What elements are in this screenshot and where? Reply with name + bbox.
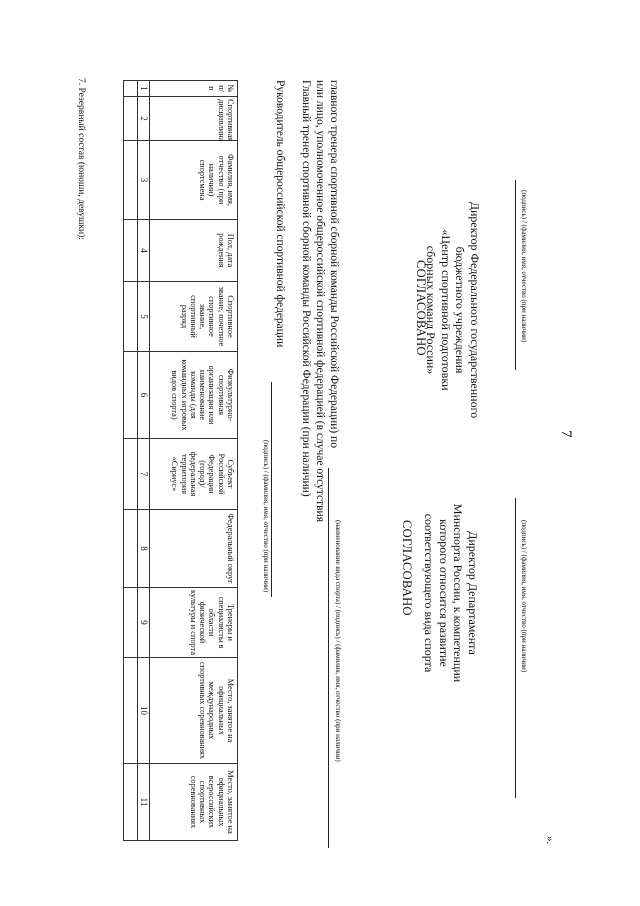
head-coach-line-2: или лицо, уполномоченное общероссийской спортивной федерацией (в случае отсутствия xyxy=(314,80,326,522)
approval-left-signature-line xyxy=(515,180,516,370)
reserve-roster-table xyxy=(123,80,238,841)
approval-right-line: Директор Департамента xyxy=(466,531,480,655)
approval-left-line: Директор Федерального государственного xyxy=(468,201,482,419)
header-cell-discipline: Спортивная дисциплина xyxy=(150,97,238,141)
column-number: 2 xyxy=(138,97,150,141)
approval-left-line: сборных команд России» xyxy=(424,245,439,375)
approval-left-signature-caption: (подпись) / (фамилия, имя, отчество (при наличии) xyxy=(520,190,528,343)
head-coach-signature-caption: (наименование вида спорта) / (подпись) / (фамилия, имя, отчество (при наличии) xyxy=(334,520,342,762)
table-caption: 7. Резервный состав (юноши, девушки): xyxy=(76,78,86,240)
column-number: 6 xyxy=(138,352,150,439)
header-cell-sport-title: Спортивное звание, почетное спортивное звание, спортивный разряд xyxy=(150,282,238,352)
approval-right-text xyxy=(422,478,480,708)
head-coach-line-3: главного тренера спортивной сборной команды Российской Федерации) по xyxy=(328,80,340,448)
head-coach-line-1: Главный тренер спортивной сборной команды Российской Федерации (при наличии) xyxy=(300,80,312,497)
empty-cell xyxy=(124,439,138,510)
empty-cell xyxy=(124,588,138,658)
column-number: 8 xyxy=(138,510,150,588)
header-cell-national-place: Место, занятое на официальных всероссийских спортивных соревнованиях xyxy=(150,764,238,841)
federation-head-signature-line xyxy=(271,382,272,597)
federation-head-signature-caption: (подпись) / (фамилия, имя, отчество (при наличии) xyxy=(262,440,270,593)
approval-right-line: Минспорта России, к компетенции xyxy=(451,503,466,683)
approval-right-title: СОГЛАСОВАНО xyxy=(400,520,414,616)
empty-cell xyxy=(124,141,138,220)
header-cell-number: № п/п xyxy=(150,81,238,97)
column-number: 7 xyxy=(138,439,150,510)
approval-right-signature-caption: (подпись) / (фамилия, имя, отчество (при наличии) xyxy=(520,520,528,673)
closing-quote-mark: ». xyxy=(544,836,556,845)
federation-head-label: Руководитель общероссийской спортивной федерации xyxy=(274,80,286,348)
header-cell-international-place: Место, занятое на официальных международных спортивных соревнованиях xyxy=(150,658,238,764)
empty-cell xyxy=(124,352,138,439)
approval-left-title: СОГЛАСОВАНО xyxy=(414,260,428,356)
header-cell-gender-birthdate: Пол, дата рождения xyxy=(150,220,238,282)
header-cell-region: Субъект Российской Федерации (город)/ федеральная территория «Сириус» xyxy=(150,439,238,510)
head-coach-signature-line xyxy=(328,468,329,848)
approval-left-line: «Центр спортивной подготовки xyxy=(439,229,453,391)
table-header-row xyxy=(150,81,238,841)
header-cell-coaches: Тренеры и специалисты в области физической культуры и спорта xyxy=(150,588,238,658)
empty-cell xyxy=(124,220,138,282)
page-number: 7 xyxy=(558,430,574,438)
empty-cell xyxy=(124,510,138,588)
approval-right-line: соответствующего вида спорта xyxy=(422,513,437,673)
header-cell-organization: Физкультурно-спортивная организация или наименование команды (для командных игровых видов спорта) xyxy=(150,352,238,439)
header-cell-athlete-name: Фамилия, имя, отчество (при наличии) спортсмена xyxy=(150,141,238,220)
empty-cell xyxy=(124,658,138,764)
approval-right-signature-line xyxy=(515,498,516,798)
column-number: 11 xyxy=(138,764,150,841)
empty-cell xyxy=(124,97,138,141)
empty-cell xyxy=(124,282,138,352)
empty-cell xyxy=(124,81,138,97)
column-number: 5 xyxy=(138,282,150,352)
table-empty-row xyxy=(124,81,138,841)
column-number: 3 xyxy=(138,141,150,220)
column-number: 10 xyxy=(138,658,150,764)
approval-left-text xyxy=(424,190,482,430)
empty-cell xyxy=(124,764,138,841)
table-number-row xyxy=(138,81,150,841)
approval-right-line: которого относится развитие xyxy=(437,519,451,667)
column-number: 4 xyxy=(138,220,150,282)
column-number: 9 xyxy=(138,588,150,658)
approval-left-line: бюджетного учреждения xyxy=(453,246,468,374)
header-cell-federal-district: Федеральный округ xyxy=(150,510,238,588)
column-number: 1 xyxy=(138,81,150,97)
